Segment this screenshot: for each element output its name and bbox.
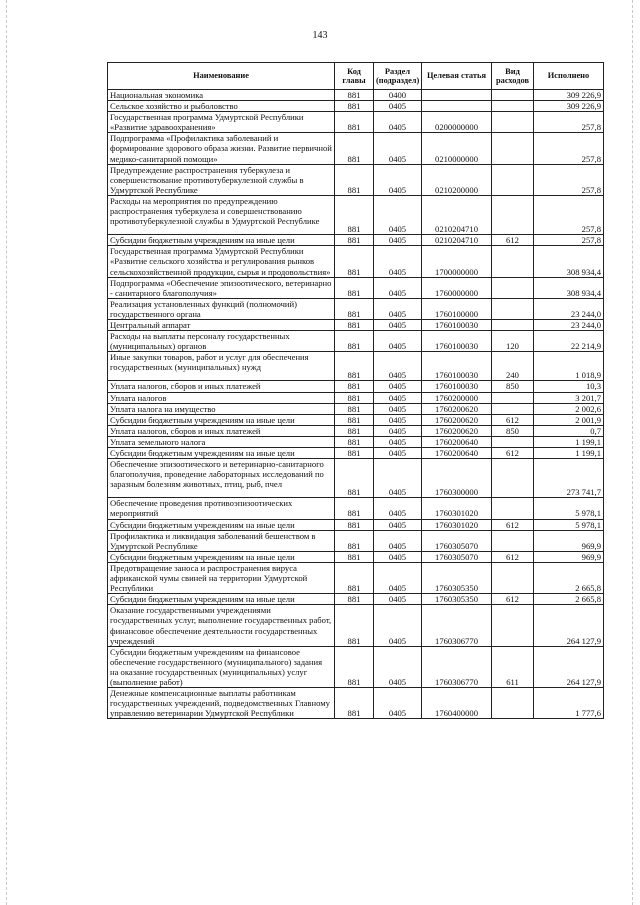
row-section: 0405 [374, 101, 422, 112]
row-done: 1 199,1 [534, 448, 604, 459]
row-done: 257,8 [534, 164, 604, 195]
table-row [108, 246, 604, 277]
row-name: Субсидии бюджетным учреждениям на иные цели [108, 235, 335, 246]
table-row [108, 352, 604, 381]
row-code: 881 [335, 101, 374, 112]
row-kind [492, 392, 534, 403]
row-done: 257,8 [534, 112, 604, 133]
row-kind [492, 298, 534, 319]
row-kind [492, 403, 534, 414]
row-code: 881 [335, 448, 374, 459]
row-kind [492, 195, 534, 234]
row-target: 1760305350 [422, 594, 492, 605]
row-done: 2 001,9 [534, 414, 604, 425]
row-target: 1760200000 [422, 392, 492, 403]
row-section: 0405 [374, 498, 422, 519]
row-done: 264 127,9 [534, 605, 604, 646]
table-header-row [108, 63, 604, 90]
row-target: 1760306770 [422, 646, 492, 687]
row-name: Субсидии бюджетным учреждениям на иные цели [108, 448, 335, 459]
row-section: 0405 [374, 235, 422, 246]
row-target: 1760200640 [422, 436, 492, 447]
row-done: 969,9 [534, 530, 604, 551]
row-done: 23 244,0 [534, 298, 604, 319]
row-kind [492, 112, 534, 133]
row-code: 881 [335, 133, 374, 164]
row-code: 881 [335, 277, 374, 298]
row-name: Расходы на мероприятия по предупреждению распространения туберкулеза и совершенствованию противотуберкулезной службы в Удмуртской Республике [108, 195, 335, 234]
row-section: 0405 [374, 414, 422, 425]
row-target: 1760305070 [422, 530, 492, 551]
row-name: Обеспечение проведения противоэпизоотических мероприятий [108, 498, 335, 519]
row-code: 881 [335, 519, 374, 530]
row-section: 0405 [374, 112, 422, 133]
row-section: 0400 [374, 90, 422, 101]
row-kind [492, 133, 534, 164]
table-row [108, 277, 604, 298]
table-row [108, 551, 604, 562]
row-done: 257,8 [534, 133, 604, 164]
row-name: Реализация установленных функций (полномочий) государственного органа [108, 298, 335, 319]
row-code: 881 [335, 331, 374, 352]
row-kind: 120 [492, 331, 534, 352]
row-kind [492, 164, 534, 195]
row-name: Уплата налогов, сборов и иных платежей [108, 381, 335, 392]
row-done: 308 934,4 [534, 277, 604, 298]
row-name: Уплата налога на имущество [108, 403, 335, 414]
table-row [108, 319, 604, 330]
row-done: 1 018,9 [534, 352, 604, 381]
row-code: 881 [335, 459, 374, 498]
row-name: Субсидии бюджетным учреждениям на иные цели [108, 594, 335, 605]
page-number: 143 [312, 30, 328, 41]
row-target [422, 90, 492, 101]
row-done: 5 978,1 [534, 519, 604, 530]
table-row [108, 90, 604, 101]
row-section: 0405 [374, 448, 422, 459]
table-row [108, 519, 604, 530]
row-name: Субсидии бюджетным учреждениям на иные цели [108, 414, 335, 425]
header-name: Наименование [108, 63, 335, 90]
row-code: 881 [335, 195, 374, 234]
table-row [108, 164, 604, 195]
row-done: 264 127,9 [534, 646, 604, 687]
row-section: 0405 [374, 319, 422, 330]
row-kind: 612 [492, 551, 534, 562]
row-done: 22 214,9 [534, 331, 604, 352]
row-target: 1760100030 [422, 319, 492, 330]
row-kind [492, 459, 534, 498]
table-row [108, 688, 604, 719]
row-name: Государственная программа Удмуртской Республики «Развитие здравоохранения» [108, 112, 335, 133]
row-target: 1760000000 [422, 277, 492, 298]
row-target [422, 101, 492, 112]
table-row [108, 605, 604, 646]
row-done: 0,7 [534, 425, 604, 436]
row-name: Уплата налогов, сборов и иных платежей [108, 425, 335, 436]
header-kind: Вид расходов [492, 63, 534, 90]
row-done: 1 777,6 [534, 688, 604, 719]
row-name: Государственная программа Удмуртской Республики «Развитие сельского хозяйства и регулирования рынков сельскохозяйственной продукции, сырья и продовольствия» [108, 246, 335, 277]
row-target: 0210200000 [422, 164, 492, 195]
row-name: Предотвращение заноса и распространения вируса африканской чумы свиней на территории Удмуртской Республики [108, 562, 335, 593]
row-name: Уплата налогов [108, 392, 335, 403]
row-target: 0210000000 [422, 133, 492, 164]
row-target: 1760200620 [422, 403, 492, 414]
row-name: Уплата земельного налога [108, 436, 335, 447]
row-target: 1760200620 [422, 425, 492, 436]
row-code: 881 [335, 381, 374, 392]
row-target: 1760305070 [422, 551, 492, 562]
header-section: Раздел (подраздел) [374, 63, 422, 90]
row-name: Субсидии бюджетным учреждениям на финансовое обеспечение государственного (муниципального) задания на оказание государственных (муниципальных) услуг (выполнение работ) [108, 646, 335, 687]
row-target: 1760100000 [422, 298, 492, 319]
row-target: 1760100030 [422, 381, 492, 392]
table-row [108, 133, 604, 164]
row-done: 308 934,4 [534, 246, 604, 277]
row-section: 0405 [374, 425, 422, 436]
row-kind [492, 498, 534, 519]
row-section: 0405 [374, 195, 422, 234]
row-code: 881 [335, 403, 374, 414]
row-done: 969,9 [534, 551, 604, 562]
row-target: 1760305350 [422, 562, 492, 593]
row-kind [492, 246, 534, 277]
row-kind [492, 277, 534, 298]
row-name: Расходы на выплаты персоналу государственных (муниципальных) органов [108, 331, 335, 352]
row-target: 1700000000 [422, 246, 492, 277]
table-row [108, 498, 604, 519]
table-row [108, 459, 604, 498]
table-row [108, 112, 604, 133]
row-done: 10,3 [534, 381, 604, 392]
table-row [108, 403, 604, 414]
row-section: 0405 [374, 605, 422, 646]
row-kind [492, 688, 534, 719]
row-kind [492, 101, 534, 112]
row-code: 881 [335, 562, 374, 593]
row-kind: 240 [492, 352, 534, 381]
row-code: 881 [335, 352, 374, 381]
row-kind [492, 605, 534, 646]
table-row [108, 331, 604, 352]
row-done: 2 665,8 [534, 562, 604, 593]
page-edge-right [632, 0, 634, 905]
table-row [108, 414, 604, 425]
row-target: 1760100030 [422, 352, 492, 381]
row-target: 0210204710 [422, 235, 492, 246]
row-section: 0405 [374, 381, 422, 392]
row-name: Подпрограмма «Профилактика заболеваний и формирование здорового образа жизни. Развитие первичной медико-санитарной помощи» [108, 133, 335, 164]
row-name: Профилактика и ликвидация заболеваний бешенством в Удмуртской Республике [108, 530, 335, 551]
row-section: 0405 [374, 133, 422, 164]
row-kind [492, 562, 534, 593]
row-name: Подпрограмма «Обеспечение эпизоотического, ветеринарно - санитарного благополучия» [108, 277, 335, 298]
row-code: 881 [335, 392, 374, 403]
row-code: 881 [335, 646, 374, 687]
table-row [108, 235, 604, 246]
row-code: 881 [335, 688, 374, 719]
row-code: 881 [335, 530, 374, 551]
row-code: 881 [335, 551, 374, 562]
row-done: 1 199,1 [534, 436, 604, 447]
header-target: Целевая статья [422, 63, 492, 90]
row-target: 0210204710 [422, 195, 492, 234]
row-code: 881 [335, 164, 374, 195]
table-row [108, 436, 604, 447]
row-kind: 612 [492, 448, 534, 459]
row-name: Иные закупки товаров, работ и услуг для обеспечения государственных (муниципальных) нужд [108, 352, 335, 381]
row-name: Субсидии бюджетным учреждениям на иные цели [108, 519, 335, 530]
row-target: 1760100030 [422, 331, 492, 352]
row-section: 0405 [374, 530, 422, 551]
row-done: 309 226,9 [534, 90, 604, 101]
row-name: Национальная экономика [108, 90, 335, 101]
table-row [108, 381, 604, 392]
row-kind: 850 [492, 425, 534, 436]
row-section: 0405 [374, 459, 422, 498]
row-target: 1760200620 [422, 414, 492, 425]
row-done: 309 226,9 [534, 101, 604, 112]
row-name: Оказание государственными учреждениями государственных услуг, выполнение государственных работ, финансовое обеспечение деятельности государственных учреждений [108, 605, 335, 646]
row-kind: 612 [492, 414, 534, 425]
page-edge-left [6, 0, 8, 905]
row-target: 1760301020 [422, 519, 492, 530]
row-section: 0405 [374, 246, 422, 277]
row-done: 23 244,0 [534, 319, 604, 330]
row-name: Субсидии бюджетным учреждениям на иные цели [108, 551, 335, 562]
table-row [108, 448, 604, 459]
row-code: 881 [335, 246, 374, 277]
row-code: 881 [335, 319, 374, 330]
row-section: 0405 [374, 688, 422, 719]
table-row [108, 425, 604, 436]
table-row [108, 562, 604, 593]
row-code: 881 [335, 235, 374, 246]
row-code: 881 [335, 112, 374, 133]
row-done: 2 002,6 [534, 403, 604, 414]
row-section: 0405 [374, 403, 422, 414]
row-section: 0405 [374, 594, 422, 605]
row-done: 3 201,7 [534, 392, 604, 403]
row-name: Обеспечение эпизоотического и ветеринарно-санитарного благополучия, проведение лабораторных исследований по заразным болезням животных, птиц, рыб, пчел [108, 459, 335, 498]
row-section: 0405 [374, 331, 422, 352]
row-name: Денежные компенсационные выплаты работникам государственных учреждений, подведомственных Главному управлению ветеринарии Удмуртской Республики [108, 688, 335, 719]
row-section: 0405 [374, 352, 422, 381]
row-kind [492, 530, 534, 551]
row-section: 0405 [374, 519, 422, 530]
row-target: 0200000000 [422, 112, 492, 133]
row-kind [492, 436, 534, 447]
row-section: 0405 [374, 298, 422, 319]
row-done: 257,8 [534, 195, 604, 234]
row-target: 1760301020 [422, 498, 492, 519]
header-done: Исполнено [534, 63, 604, 90]
row-code: 881 [335, 425, 374, 436]
row-name: Сельское хозяйство и рыболовство [108, 101, 335, 112]
row-done: 5 978,1 [534, 498, 604, 519]
table-row [108, 530, 604, 551]
row-section: 0405 [374, 646, 422, 687]
row-name: Центральный аппарат [108, 319, 335, 330]
row-target: 1760306770 [422, 605, 492, 646]
budget-table [107, 62, 604, 719]
row-kind: 612 [492, 594, 534, 605]
row-kind: 850 [492, 381, 534, 392]
table-row [108, 195, 604, 234]
header-code: Код главы [335, 63, 374, 90]
row-done: 257,8 [534, 235, 604, 246]
row-section: 0405 [374, 392, 422, 403]
row-done: 273 741,7 [534, 459, 604, 498]
row-code: 881 [335, 414, 374, 425]
row-target: 1760300000 [422, 459, 492, 498]
row-code: 881 [335, 90, 374, 101]
row-name: Предупреждение распространения туберкулеза и совершенствование противотуберкулезной службы в Удмуртской Республике [108, 164, 335, 195]
row-section: 0405 [374, 562, 422, 593]
row-kind: 611 [492, 646, 534, 687]
row-section: 0405 [374, 436, 422, 447]
row-kind: 612 [492, 235, 534, 246]
row-code: 881 [335, 298, 374, 319]
row-kind [492, 319, 534, 330]
row-section: 0405 [374, 277, 422, 298]
row-code: 881 [335, 498, 374, 519]
row-code: 881 [335, 605, 374, 646]
table-row [108, 101, 604, 112]
row-target: 1760200640 [422, 448, 492, 459]
table-body [108, 90, 604, 719]
row-done: 2 665,8 [534, 594, 604, 605]
row-section: 0405 [374, 551, 422, 562]
row-code: 881 [335, 594, 374, 605]
row-target: 1760400000 [422, 688, 492, 719]
row-section: 0405 [374, 164, 422, 195]
row-kind [492, 90, 534, 101]
row-code: 881 [335, 436, 374, 447]
table-row [108, 298, 604, 319]
table-row [108, 646, 604, 687]
table-row [108, 392, 604, 403]
table-row [108, 594, 604, 605]
row-kind: 612 [492, 519, 534, 530]
